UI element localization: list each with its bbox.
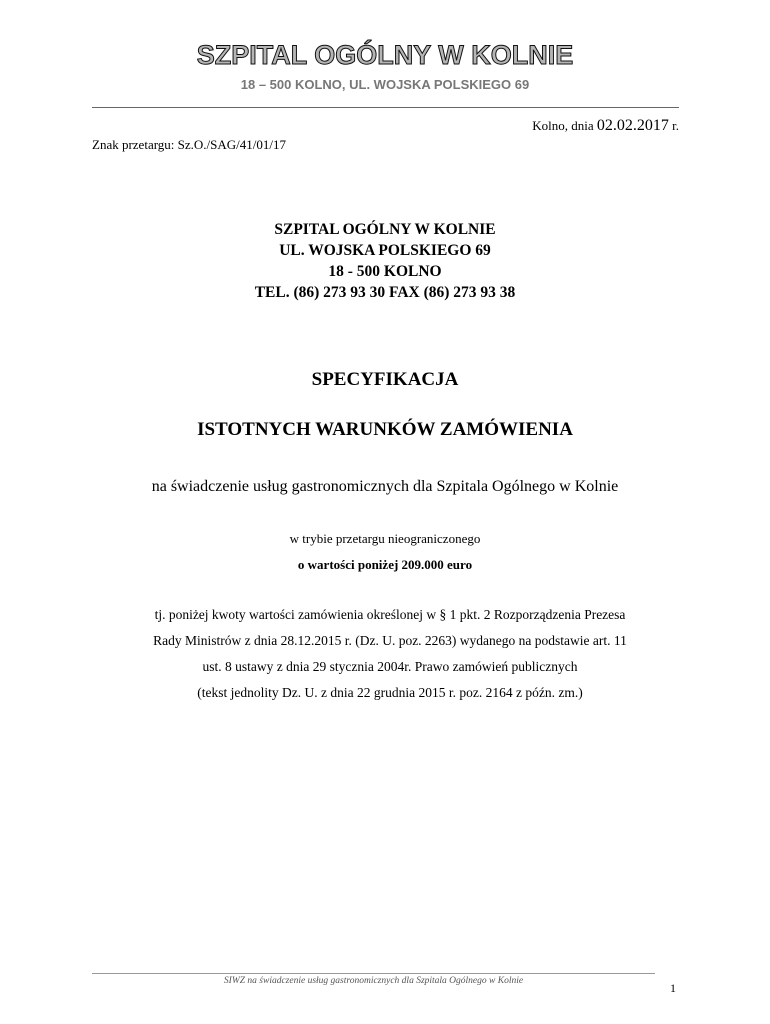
date-line bbox=[532, 117, 679, 135]
legal-basis-line: tj. poniżej kwoty wartości zamówienia określonej w § 1 pkt. 2 Rozporządzenia Prezesa bbox=[154, 607, 626, 622]
procedure-mode: w trybie przetargu nieograniczonego bbox=[289, 531, 481, 546]
legal-basis-line: ust. 8 ustawy z dnia 29 stycznia 2004r. Prawo zamówień publicznych bbox=[202, 659, 578, 674]
page-number: 1 bbox=[670, 981, 676, 995]
issuer-postal: 18 - 500 KOLNO bbox=[328, 263, 442, 280]
footer-text: SIWZ na świadczenie usług gastronomicznych dla Szpitala Ogólnego w Kolnie bbox=[223, 976, 524, 986]
procedure-value: o wartości poniżej 209.000 euro bbox=[297, 557, 473, 572]
legal-basis bbox=[110, 602, 670, 706]
footer-divider bbox=[92, 973, 655, 974]
letterhead-address: 18 – 500 KOLNO, UL. WOJSKA POLSKIEGO 69 bbox=[240, 77, 530, 92]
date-suffix: r. bbox=[668, 118, 679, 133]
issuer-name: SZPITAL OGÓLNY W KOLNIE bbox=[274, 221, 496, 238]
tender-reference: Znak przetargu: Sz.O./SAG/41/01/17 bbox=[92, 137, 287, 152]
legal-basis-line: (tekst jednolity Dz. U. z dnia 22 grudnia 2015 r. poz. 2164 z późn. zm.) bbox=[197, 685, 583, 700]
legal-basis-line: Rady Ministrów z dnia 28.12.2015 r. (Dz. U. poz. 2263) wydanego na podstawie art. 11 bbox=[153, 633, 627, 648]
letterhead-title: SZPITAL OGÓLNY W KOLNIE bbox=[196, 40, 574, 70]
issuer-phone: TEL. (86) 273 93 30 FAX (86) 273 93 38 bbox=[254, 284, 516, 301]
date-value: 02.02.2017 bbox=[596, 117, 669, 134]
issuer-street: UL. WOJSKA POLSKIEGO 69 bbox=[279, 242, 491, 259]
document-title: SPECYFIKACJA bbox=[311, 369, 459, 390]
document-subtitle: ISTOTNYCH WARUNKÓW ZAMÓWIENIA bbox=[197, 419, 573, 440]
issuer-block bbox=[0, 219, 770, 303]
order-subject: na świadczenie usług gastronomicznych dla Szpitala Ogólnego w Kolnie bbox=[151, 478, 619, 495]
header-divider bbox=[92, 107, 679, 108]
date-prefix: Kolno, dnia bbox=[532, 118, 597, 133]
